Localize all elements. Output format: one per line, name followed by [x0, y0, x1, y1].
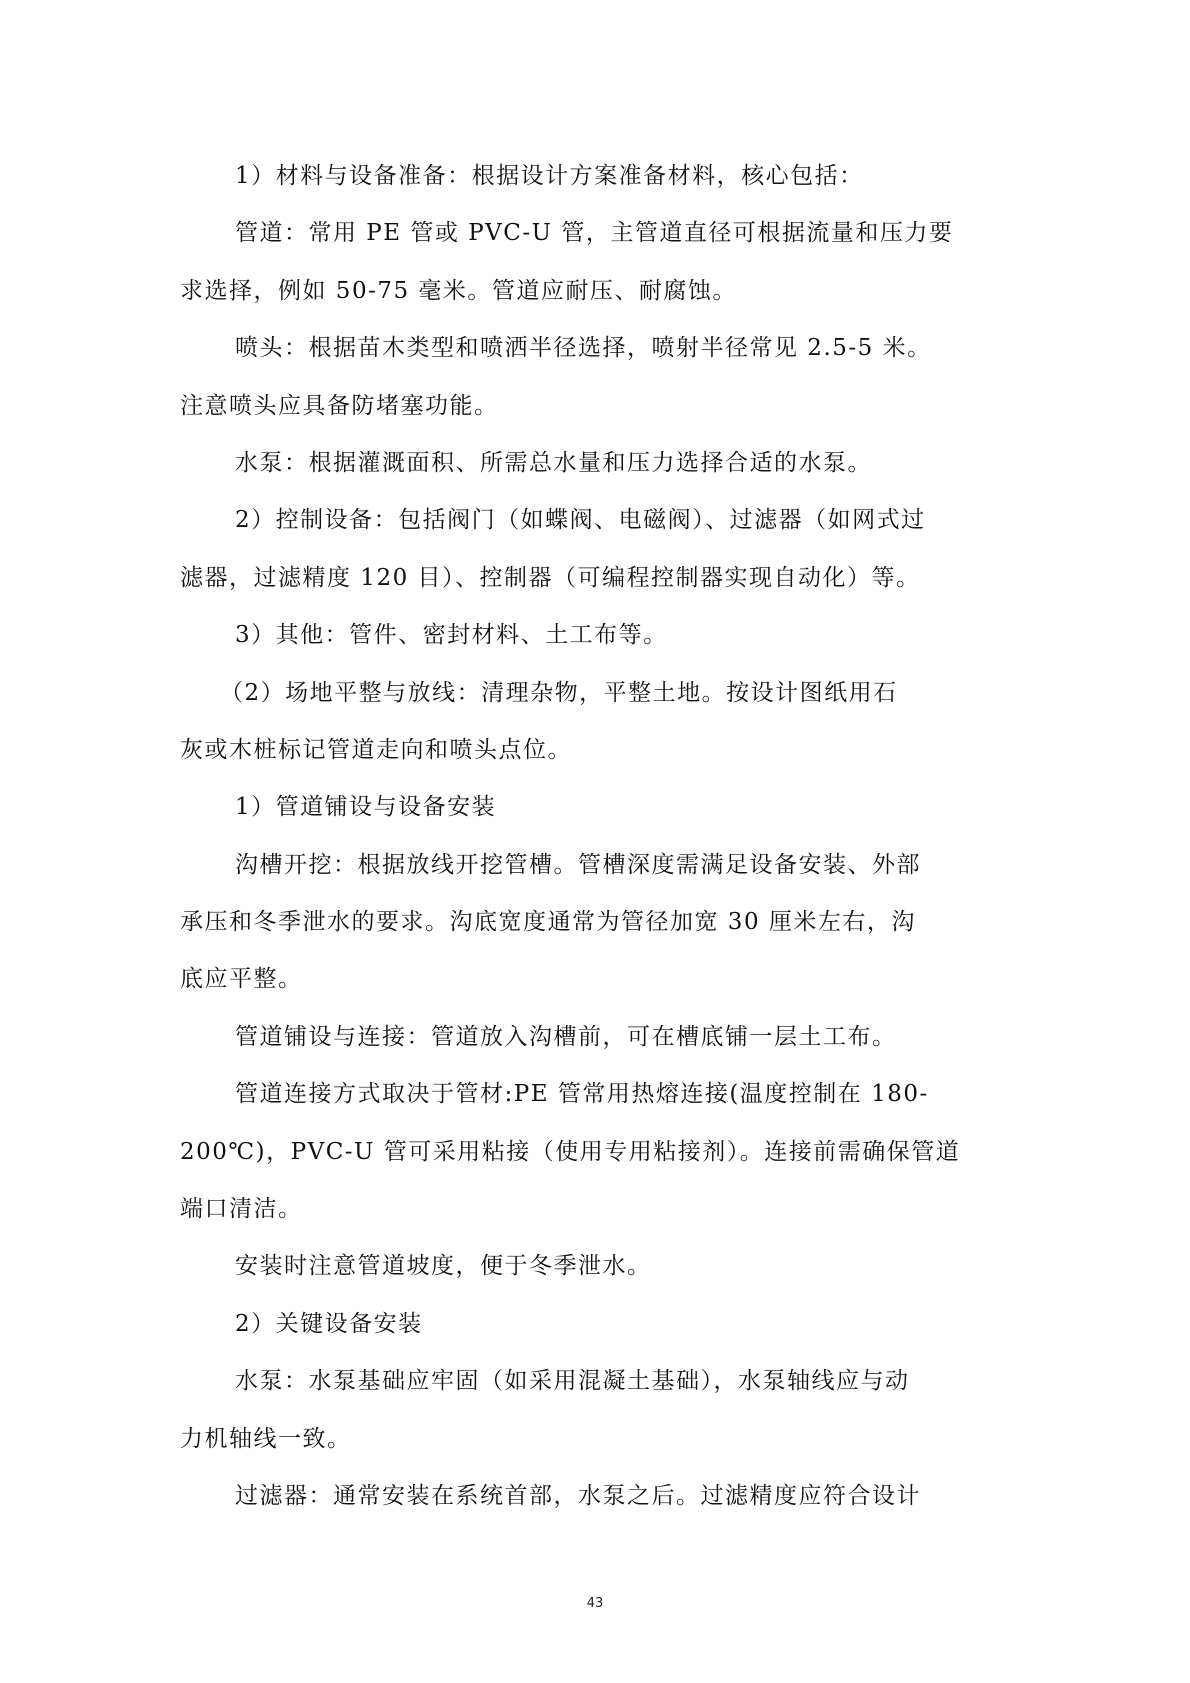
paragraph-line: 过滤器：通常安装在系统首部，水泵之后。过滤精度应符合设计 [235, 1482, 921, 1509]
paragraph-line: 端口清洁。 [180, 1196, 303, 1223]
paragraph-line: 灰或木桩标记管道走向和喷头点位。 [180, 736, 572, 763]
paragraph-line: 水泵：根据灌溉面积、所需总水量和压力选择合适的水泵。 [235, 449, 872, 476]
paragraph-line: 注意喷头应具备防堵塞功能。 [180, 392, 499, 419]
paragraph-line: （2）场地平整与放线：清理杂物，平整土地。按设计图纸用石 [220, 679, 898, 706]
paragraph-line: 2）关键设备安装 [235, 1310, 423, 1337]
paragraph-line: 力机轴线一致。 [180, 1425, 352, 1452]
paragraph-line: 沟槽开挖：根据放线开挖管槽。管槽深度需满足设备安装、外部 [235, 851, 921, 878]
paragraph-line: 喷头：根据苗木类型和喷洒半径选择，喷射半径常见 2.5-5 米。 [235, 335, 932, 362]
paragraph-line: 水泵：水泵基础应牢固（如采用混凝土基础），水泵轴线应与动 [235, 1368, 910, 1395]
paragraph-line: 1）材料与设备准备：根据设计方案准备材料，核心包括： [235, 163, 864, 189]
paragraph-line: 承压和冬季泄水的要求。沟底宽度通常为管径加宽 30 厘米左右，沟 [180, 909, 916, 936]
paragraph-line: 管道：常用 PE 管或 PVC-U 管，主管道直径可根据流量和压力要 [235, 220, 954, 247]
paragraph-line: 底应平整。 [180, 966, 303, 993]
paragraph-line: 滤器，过滤精度 120 目）、控制器（可编程控制器实现自动化）等。 [180, 564, 921, 591]
paragraph-line: 3）其他：管件、密封材料、土工布等。 [235, 622, 668, 649]
paragraph-line: 1）管道铺设与设备安装 [235, 794, 497, 821]
paragraph-line: 管道铺设与连接：管道放入沟槽前，可在槽底铺一层土工布。 [235, 1023, 897, 1050]
paragraph-line: 200℃)，PVC-U 管可采用粘接（使用专用粘接剂）。连接前需确保管道 [180, 1138, 961, 1165]
paragraph-line: 求选择，例如 50-75 毫米。管道应耐压、耐腐蚀。 [180, 277, 737, 304]
body-text [180, 148, 1008, 1525]
paragraph-line: 管道连接方式取决于管材:PE 管常用热熔连接(温度控制在 180- [235, 1081, 929, 1108]
paragraph-line: 2）控制设备：包括阀门（如蝶阀、电磁阀）、过滤器（如网式过 [235, 507, 926, 534]
paragraph-line: 安装时注意管道坡度，便于冬季泄水。 [235, 1253, 652, 1280]
page-number: 43 [586, 1596, 604, 1611]
